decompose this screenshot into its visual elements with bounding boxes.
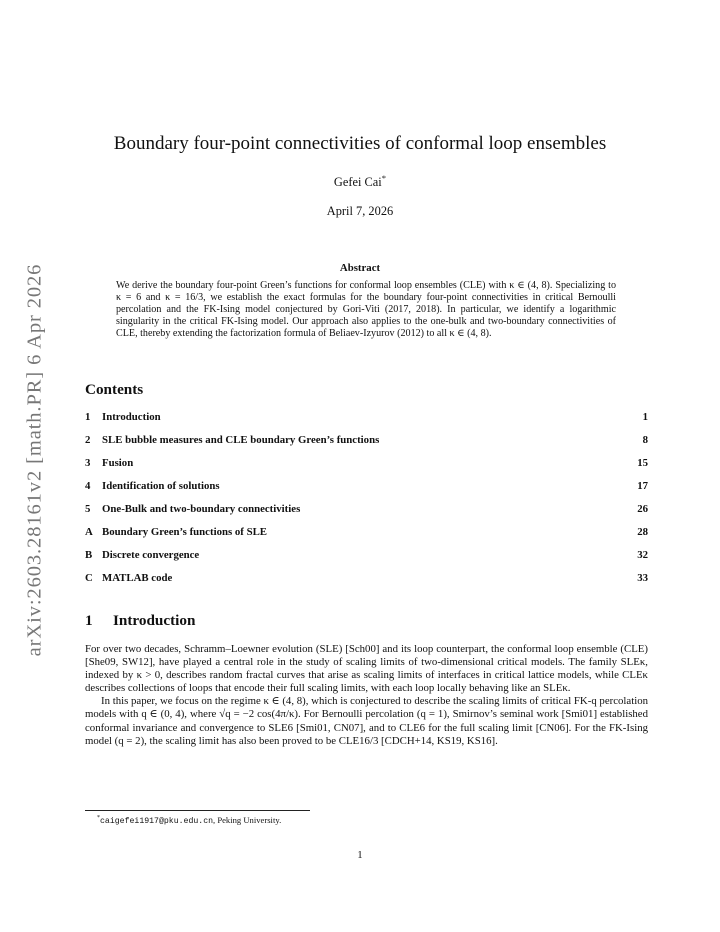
contents-heading: Contents	[85, 381, 144, 398]
toc-entry-number: C	[85, 571, 93, 584]
paper-title: Boundary four-point connectivities of conformal loop ensembles	[113, 133, 607, 154]
footnote-mark: *	[97, 815, 101, 822]
arxiv-identifier: arXiv:2603.28161v2 [math.PR] 6 Apr 2026	[23, 263, 46, 657]
section-number: 1	[85, 612, 93, 629]
toc-entry[interactable]	[85, 497, 648, 520]
arxiv-stamp	[18, 260, 52, 660]
paper-date: April 7, 2026	[326, 204, 394, 218]
toc-entry[interactable]	[85, 474, 648, 497]
toc-entry-page[interactable]: 33	[637, 571, 648, 584]
toc-entry-page[interactable]: 17	[637, 479, 648, 492]
footnote-affiliation: , Peking University.	[213, 815, 282, 825]
toc-entry-page[interactable]: 8	[642, 433, 648, 446]
table-of-contents	[85, 405, 648, 589]
toc-entry-page[interactable]: 28	[637, 525, 648, 538]
toc-entry-title[interactable]: Discrete convergence	[102, 548, 200, 561]
toc-entry-number: 5	[85, 502, 91, 515]
toc-entry-number: 1	[85, 410, 91, 423]
toc-entry-page[interactable]: 32	[637, 548, 648, 561]
toc-entry-title[interactable]: Fusion	[102, 456, 134, 469]
footnote	[97, 815, 281, 826]
author-line	[0, 172, 720, 190]
toc-entry[interactable]	[85, 566, 648, 589]
toc-entry-title[interactable]: One-Bulk and two-boundary connectivities	[102, 502, 301, 515]
abstract-text: We derive the boundary four-point Green’s functions for conformal loop ensembles (CLE) with κ ∈ (4, 8). Specializing to κ = 6 and κ = 16/3, we establish the exact formulas for the boundary four-point connectivities in critical Bernoulli percolation and the FK-Ising model conjectured by Gori-Viti (2017, 2018). In particular, we identify a logarithmic singularity in the critical FK-Ising model. Our approach also applies to the one-bulk and two-boundary connectivities of CLE, thereby extending the factorization formula of Beliaev-Izyurov (2012) to all κ ∈ (4, 8).	[116, 280, 616, 339]
toc-entry-number: 3	[85, 456, 91, 469]
toc-entry[interactable]	[85, 451, 648, 474]
toc-entry[interactable]	[85, 405, 648, 428]
toc-entry-page[interactable]: 1	[642, 410, 648, 423]
footnote-email-link[interactable]: caigefei1917@pku.edu.cn	[100, 817, 214, 826]
toc-entry-number: 4	[85, 479, 91, 492]
author-name: Gefei Cai	[333, 175, 382, 189]
toc-entry[interactable]	[85, 428, 648, 451]
body-paragraph: In this paper, we focus on the regime κ ∈ (4, 8), which is conjectured to describe the scaling limits of critical FK-q percolation models with q ∈ (0, 4), where √q = −2 cos(4π/κ). For Bernoulli percolation (q = 1), Smirnov’s seminal work [Smi01] established conformal invariance and convergence to SLE6 [Smi01, CN07], and to CLE6 for the full scaling limit [CN06]. For the FK-Ising model (q = 2), the scaling limit has also been proved to be CLE16/3 [CDCH+14, KS19, KS16].	[85, 695, 648, 747]
toc-entry-page[interactable]: 15	[637, 456, 648, 469]
toc-entry-title[interactable]: Introduction	[102, 410, 161, 423]
toc-entry-title[interactable]: Identification of solutions	[102, 479, 220, 492]
toc-entry-number: A	[85, 525, 93, 538]
section-heading	[85, 612, 195, 630]
abstract-heading: Abstract	[339, 262, 381, 274]
toc-entry-number: 2	[85, 433, 91, 446]
toc-entry-number: B	[85, 548, 93, 561]
toc-entry-title[interactable]: SLE bubble measures and CLE boundary Green’s functions	[102, 433, 380, 446]
toc-entry[interactable]	[85, 543, 648, 566]
page-number: 1	[357, 849, 363, 861]
body-paragraph: For over two decades, Schramm–Loewner evolution (SLE) [Sch00] and its loop counterpart, the conformal loop ensemble (CLE) [She09, SW12], have played a central role in the study of scaling limits of two-dimensional critical models. The family SLEκ, indexed by κ > 0, describes random fractal curves that arise as scaling limits of interfaces in critical lattice models, while CLEκ describes collections of loops that encode their full scaling limits, with each loop locally behaving like an SLEκ.	[85, 643, 648, 695]
section-title: Introduction	[113, 612, 196, 629]
toc-entry-title[interactable]: MATLAB code	[102, 571, 173, 584]
footnote-rule	[85, 810, 310, 811]
toc-entry-title[interactable]: Boundary Green’s functions of SLE	[102, 525, 267, 538]
author-footnote-mark: *	[381, 172, 387, 183]
toc-entry-page[interactable]: 26	[637, 502, 648, 515]
section-body	[85, 643, 648, 748]
toc-entry[interactable]	[85, 520, 648, 543]
